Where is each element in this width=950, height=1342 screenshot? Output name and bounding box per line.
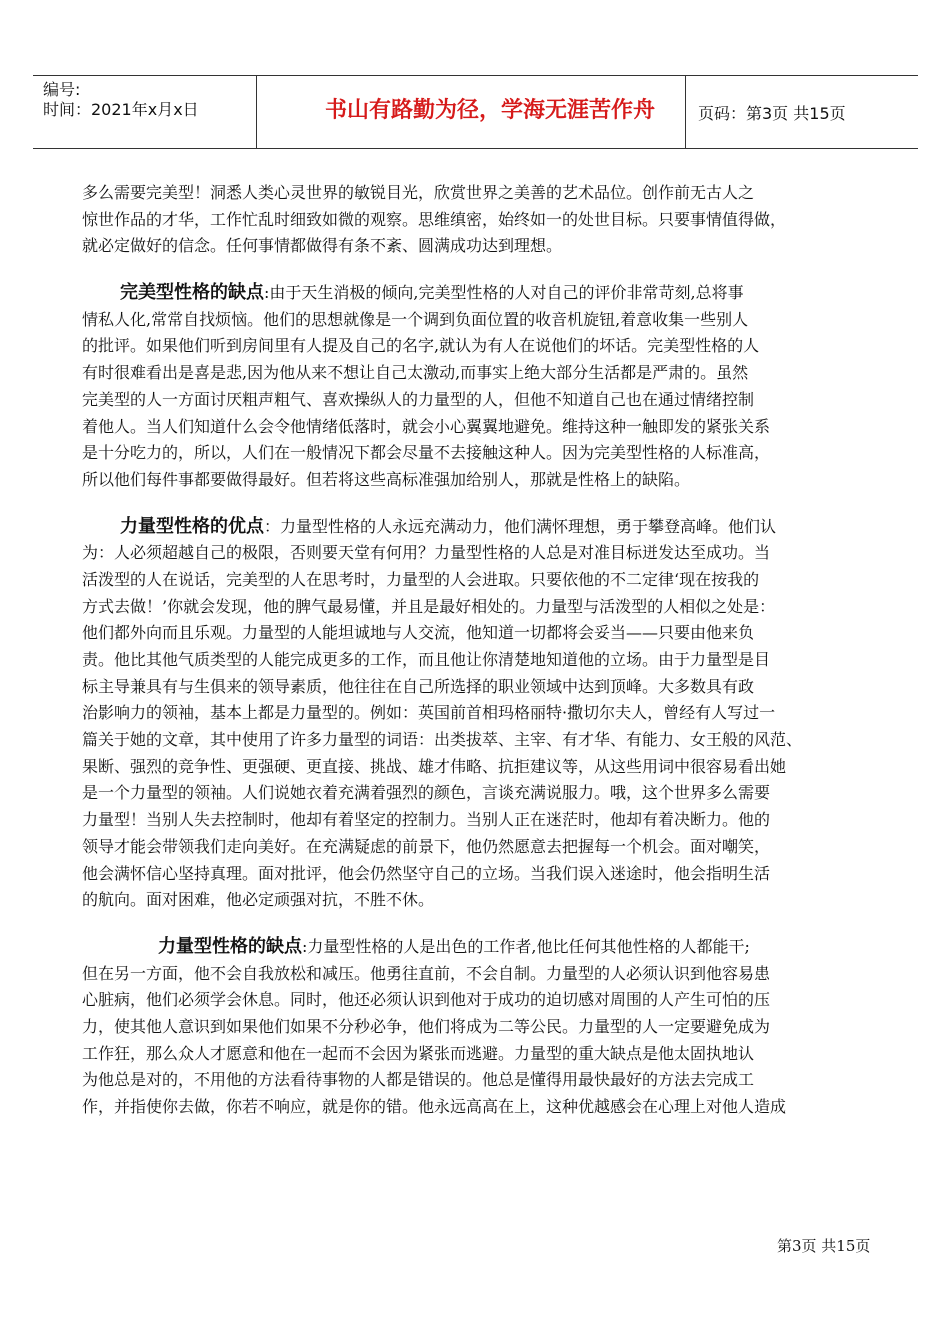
paragraph-1: [82, 180, 892, 260]
paragraph-power-strength: [82, 514, 892, 914]
page-footer: 第3页 共15页: [777, 1237, 871, 1255]
code-label: 编号:: [43, 80, 81, 99]
text-line: 有时很难看出是喜是悲,因为他从来不想让自己太激动,而事实上绝大部分生活都是严肃的。虽然: [82, 363, 749, 383]
section-heading: 完美型性格的缺点: [120, 282, 264, 304]
text-line: 是一个力量型的领袖。人们说她衣着充满着强烈的颜色，言谈充满说服力。哦，这个世界多么需要: [82, 783, 771, 803]
text-line: 他们都外向而且乐观。力量型的人能坦诚地与人交流，他知道一切都将会妥当——只要由他来负: [82, 623, 755, 643]
paragraph-perfect-weakness: [82, 280, 892, 494]
header-meta: [43, 80, 199, 120]
text-line: 心脏病，他们必须学会休息。同时，他还必须认识到他对于成功的迫切感对周围的人产生可怕的压: [82, 990, 771, 1010]
page-header: [33, 75, 918, 149]
text-line: 惊世作品的才华，工作忙乱时细致如微的观察。思维缜密，始终如一的处世目标。只要事情值得做，: [82, 209, 787, 229]
text-line: [82, 934, 892, 961]
text-line: 着他人。当人们知道什么会令他情绪低落时，就会小心翼翼地避免。维持这种一触即发的紧张关系: [82, 416, 771, 436]
text-line: 方式去做！’你就会发现，他的脾气最易懂，并且是最好相处的。力量型与活泼型的人相似之处是：: [82, 596, 776, 616]
text-line: 为：人必须超越自己的极限，否则要天堂有何用？力量型性格的人总是对准目标迸发达至成功。当: [82, 543, 771, 563]
text-line: 为他总是对的，不用他的方法看待事物的人都是错误的。他总是懂得用最快最好的方法去完成工: [82, 1070, 755, 1090]
text-line: 力，使其他人意识到如果他们如果不分秒必争，他们将成为二等公民。力量型的人一定要避免成为: [82, 1016, 771, 1036]
time-label: 时间：2021年x月x日: [43, 100, 199, 119]
text-line: 领导才能会带领我们走向美好。在充满疑虑的前景下，他仍然愿意去把握每一个机会。面对嘲笑，: [82, 836, 771, 856]
text-line: 力量型！当别人失去控制时，他却有着坚定的控制力。当别人正在迷茫时，他却有着决断力。他的: [82, 810, 771, 830]
text-line: 是十分吃力的，所以，人们在一般情况下都会尽量不去接触这种人。因为完美型性格的人标准高，: [82, 443, 771, 463]
text-line: 他会满怀信心坚持真理。面对批评，他会仍然坚守自己的立场。当我们误入迷途时，他会指明生活: [82, 863, 771, 883]
text-line: 活泼型的人在说话，完美型的人在思考时，力量型的人会进取。只要依他的不二定律‘现在按我的: [82, 569, 760, 589]
text-line: 所以他们每件事都要做得最好。但若将这些高标准强加给别人，那就是性格上的缺陷。: [82, 469, 691, 489]
document-body: [82, 180, 892, 1121]
header-motto: 书山有路勤为径，学海无涯苦作舟: [324, 98, 655, 123]
header-page-label: 页码：第3页 共15页: [698, 104, 846, 123]
text-run: ：力量型性格的人永远充满动力，他们满怀理想，勇于攀登高峰。他们认: [264, 516, 777, 536]
section-heading: 力量型性格的缺点: [158, 935, 302, 957]
text-line: 情私人化,常常自找烦恼。他们的思想就像是一个调到负面位置的收音机旋钮,着意收集一些别人: [82, 309, 749, 329]
text-line: 篇关于她的文章，其中使用了许多力量型的词语：出类拔萃、主宰、有才华、有能力、女王般的风范、: [82, 730, 803, 750]
text-line: 的批评。如果他们听到房间里有人提及自己的名字,就认为有人在说他们的坏话。完美型性格的人: [82, 336, 760, 356]
text-line: 治影响力的领袖，基本上都是力量型的。例如：英国前首相玛格丽特·撒切尔夫人，曾经有人写过一: [82, 703, 776, 723]
text-line: 的航向。面对困难，他必定顽强对抗，不胜不休。: [82, 890, 435, 910]
header-divider-left: [256, 76, 257, 148]
text-line: 完美型的人一方面讨厌粗声粗气、喜欢操纵人的力量型的人，但他不知道自己也在通过情绪控制: [82, 389, 755, 409]
header-divider-right: [685, 76, 686, 148]
text-line: [82, 514, 892, 541]
text-run: :由于天生消极的倾向,完美型性格的人对自己的评价非常苛刻,总将事: [264, 283, 744, 303]
text-line: 工作狂，那么众人才愿意和他在一起而不会因为紧张而逃避。力量型的重大缺点是他太固执地认: [82, 1043, 755, 1063]
text-line: 但在另一方面，他不会自我放松和减压。他勇往直前，不会自制。力量型的人必须认识到他容易患: [82, 963, 771, 983]
text-line: 果断、强烈的竞争性、更强硬、更直接、挑战、雄才伟略、抗拒建议等，从这些用词中很容易看出她: [82, 756, 787, 776]
text-line: [82, 280, 892, 307]
paragraph-power-weakness: [82, 934, 892, 1121]
text-line: 责。他比其他气质类型的人能完成更多的工作，而且他让你清楚地知道他的立场。由于力量型是目: [82, 650, 771, 669]
text-run: :力量型性格的人是出色的工作者,他比任何其他性格的人都能干;: [302, 936, 750, 956]
section-heading: 力量型性格的优点: [120, 515, 264, 537]
text-line: 作，并指使你去做，你若不响应，就是你的错。他永远高高在上，这种优越感会在心理上对他人造成: [82, 1097, 787, 1116]
text-line: 标主导兼具有与生俱来的领导素质，他往往在自己所选择的职业领域中达到顶峰。大多数具有政: [82, 676, 755, 696]
text-line: 就必定做好的信念。任何事情都做得有条不紊、圆满成功达到理想。: [82, 236, 563, 256]
text-line: 多么需要完美型！洞悉人类心灵世界的敏锐目光，欣赏世界之美善的艺术品位。创作前无古人之: [82, 183, 755, 202]
